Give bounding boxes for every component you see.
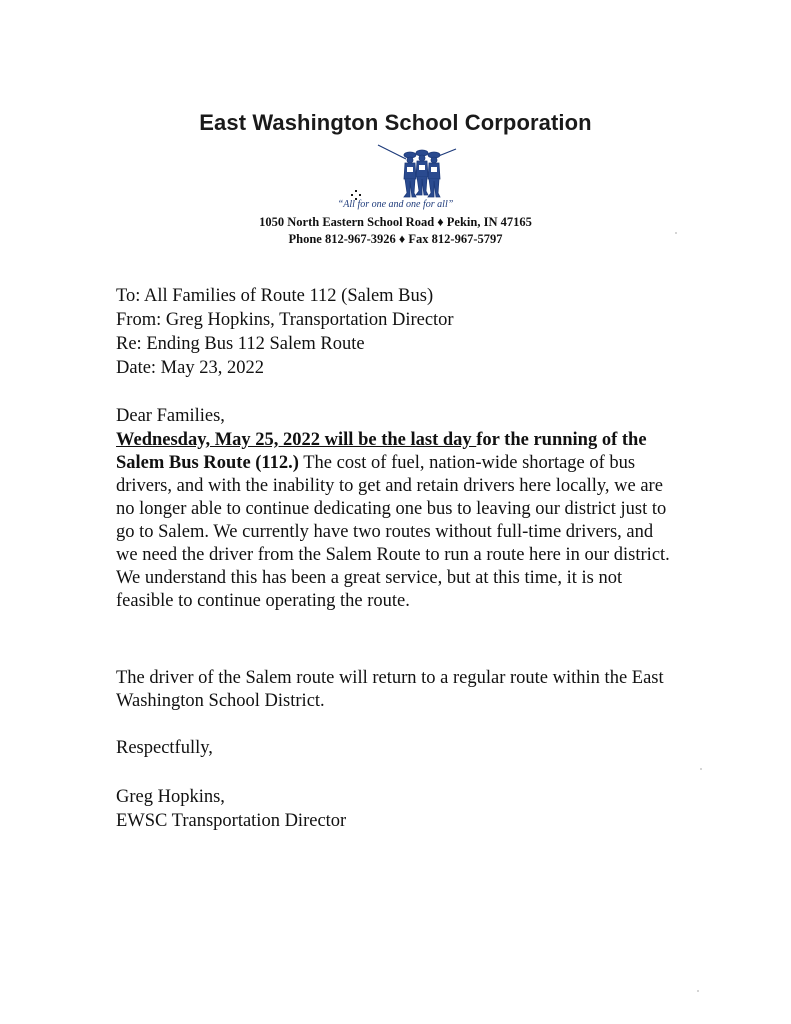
paragraph-1-text: The cost of fuel, nation-wide shortage of bus drivers, and with the inability to get and retain drivers here locally, we are no longer able to continue dedicating one bus to leaving our district just to go to Salem. We currently have two routes without full-time drivers, and we need the driver from the Salem Route to run a route here in our district. We understand this has been a great service, but at this time, it is not feasible to continue operating the route. [116, 453, 670, 611]
three-musketeers-logo-icon [376, 143, 462, 201]
valediction: Respectfully, [116, 738, 213, 758]
memo-from: From: Greg Hopkins, Transportation Director [116, 310, 454, 330]
scan-speck [700, 768, 702, 770]
phone-fax: Phone 812-967-3926 ♦ Fax 812-967-5797 [288, 232, 503, 246]
memo-to: To: All Families of Route 112 (Salem Bus) [116, 286, 434, 306]
memo-date: Date: May 23, 2022 [116, 358, 264, 378]
last-day-notice: Wednesday, May 25, 2022 will be the last day [116, 430, 477, 450]
signer-name: Greg Hopkins, [116, 787, 225, 807]
memo-re: Re: Ending Bus 112 Salem Route [116, 334, 365, 354]
scan-speck [675, 232, 677, 234]
scan-speck [697, 990, 699, 992]
salutation: Dear Families, [116, 406, 225, 426]
address: 1050 North Eastern School Road ♦ Pekin, IN 47165 [259, 215, 532, 229]
route-notice: for the running of the Salem Bus Route (112.) [116, 430, 647, 473]
org-name: East Washington School Corporation [199, 110, 592, 135]
motto: “All for one and one for all” [337, 199, 454, 210]
paragraph-1 [116, 429, 676, 613]
signer-title: EWSC Transportation Director [116, 811, 347, 831]
paragraph-2: The driver of the Salem route will return to a regular route within the East Washington School District. [116, 668, 664, 711]
